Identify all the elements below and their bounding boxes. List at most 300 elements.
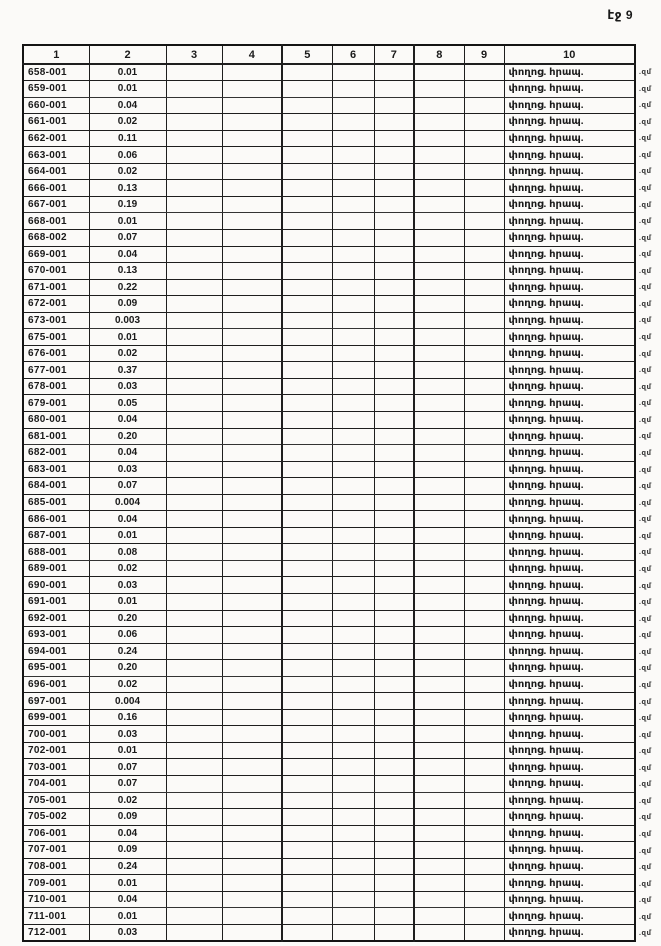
cell-empty: [332, 676, 374, 693]
cell-empty: [332, 627, 374, 644]
table-row: [23, 81, 635, 98]
cell-empty: [332, 842, 374, 859]
cell-area-value: 0.01: [89, 213, 166, 230]
cell-empty: [414, 726, 464, 743]
cell-empty: [282, 147, 332, 164]
cell-empty: [374, 809, 414, 826]
cell-empty: [282, 924, 332, 941]
cell-empty: [332, 263, 374, 280]
cell-empty: [332, 908, 374, 925]
margin-fragment: .զմ: [639, 781, 652, 789]
margin-fragment: .զմ: [639, 85, 652, 93]
cell-empty: [166, 809, 222, 826]
cell-street-label: փողոց. հրապ.: [504, 875, 635, 892]
table-row: [23, 428, 635, 445]
cell-empty: [414, 842, 464, 859]
cell-parcel-id: 703-001: [23, 759, 89, 776]
cell-street-label: փողոց. հրապ.: [504, 643, 635, 660]
cell-empty: [332, 544, 374, 561]
cell-empty: [222, 908, 282, 925]
cell-empty: [464, 527, 504, 544]
cell-empty: [464, 842, 504, 859]
cell-empty: [374, 792, 414, 809]
cell-empty: [374, 891, 414, 908]
cell-empty: [374, 610, 414, 627]
table-row: [23, 792, 635, 809]
cell-empty: [282, 445, 332, 462]
cell-parcel-id: 659-001: [23, 81, 89, 98]
cell-empty: [282, 742, 332, 759]
cell-empty: [414, 378, 464, 395]
cell-empty: [414, 924, 464, 941]
cell-empty: [166, 676, 222, 693]
cell-empty: [414, 908, 464, 925]
cell-area-value: 0.20: [89, 660, 166, 677]
cell-street-label: փողոց. հրապ.: [504, 97, 635, 114]
cell-empty: [414, 362, 464, 379]
cell-empty: [374, 924, 414, 941]
cell-empty: [374, 64, 414, 81]
margin-fragment: .զմ: [639, 102, 652, 110]
cell-street-label: փողոց. հրապ.: [504, 660, 635, 677]
cell-empty: [464, 594, 504, 611]
cell-parcel-id: 675-001: [23, 329, 89, 346]
cell-empty: [222, 809, 282, 826]
cell-empty: [282, 776, 332, 793]
cell-empty: [282, 196, 332, 213]
cell-parcel-id: 667-001: [23, 196, 89, 213]
cell-empty: [414, 693, 464, 710]
cell-empty: [282, 378, 332, 395]
cell-empty: [282, 64, 332, 81]
cell-empty: [464, 296, 504, 313]
cell-empty: [166, 792, 222, 809]
cell-empty: [282, 544, 332, 561]
cell-street-label: փողոց. հրապ.: [504, 445, 635, 462]
cell-empty: [222, 577, 282, 594]
cell-empty: [464, 312, 504, 329]
cell-empty: [464, 709, 504, 726]
cell-street-label: փողոց. հրապ.: [504, 114, 635, 131]
table-row: [23, 445, 635, 462]
cell-empty: [282, 114, 332, 131]
cell-empty: [374, 163, 414, 180]
cell-empty: [282, 180, 332, 197]
cell-area-value: 0.003: [89, 312, 166, 329]
cell-empty: [332, 610, 374, 627]
cell-empty: [374, 130, 414, 147]
margin-fragment: .զմ: [639, 648, 652, 656]
cell-parcel-id: 690-001: [23, 577, 89, 594]
cell-empty: [222, 395, 282, 412]
margin-fragment: .զմ: [639, 201, 652, 209]
margin-fragment: .զմ: [639, 880, 652, 888]
cell-empty: [374, 147, 414, 164]
cell-empty: [166, 213, 222, 230]
margin-fragment: .զմ: [639, 135, 652, 143]
cell-area-value: 0.04: [89, 246, 166, 263]
cell-empty: [332, 594, 374, 611]
cell-empty: [166, 627, 222, 644]
cell-empty: [414, 891, 464, 908]
cell-street-label: փողոց. հրապ.: [504, 428, 635, 445]
column-header-7: 7: [374, 45, 414, 64]
cell-empty: [332, 494, 374, 511]
margin-fragment: .զմ: [639, 350, 652, 358]
cell-empty: [374, 213, 414, 230]
cell-area-value: 0.09: [89, 809, 166, 826]
cell-empty: [222, 445, 282, 462]
cell-empty: [374, 527, 414, 544]
margin-fragment: .զմ: [639, 831, 652, 839]
cell-street-label: փողոց. հրապ.: [504, 726, 635, 743]
cell-empty: [282, 130, 332, 147]
table-row: [23, 478, 635, 495]
cell-empty: [332, 213, 374, 230]
cell-area-value: 0.13: [89, 263, 166, 280]
cell-empty: [166, 114, 222, 131]
table-row: [23, 594, 635, 611]
table-row: [23, 809, 635, 826]
cell-empty: [222, 726, 282, 743]
cell-empty: [282, 792, 332, 809]
cell-area-value: 0.02: [89, 114, 166, 131]
cell-empty: [166, 263, 222, 280]
cell-empty: [332, 809, 374, 826]
cell-street-label: փողոց. հրապ.: [504, 478, 635, 495]
cell-empty: [414, 610, 464, 627]
cell-empty: [332, 643, 374, 660]
cell-area-value: 0.22: [89, 279, 166, 296]
cell-parcel-id: 679-001: [23, 395, 89, 412]
cell-empty: [166, 180, 222, 197]
cell-empty: [282, 858, 332, 875]
cell-area-value: 0.03: [89, 378, 166, 395]
cell-empty: [222, 924, 282, 941]
cell-empty: [222, 64, 282, 81]
cell-parcel-id: 693-001: [23, 627, 89, 644]
cell-empty: [282, 594, 332, 611]
cell-empty: [464, 809, 504, 826]
cell-street-label: փողոց. հրապ.: [504, 858, 635, 875]
cell-empty: [332, 759, 374, 776]
table-row: [23, 296, 635, 313]
cell-empty: [464, 378, 504, 395]
cell-empty: [332, 130, 374, 147]
cell-empty: [464, 263, 504, 280]
table-row: [23, 312, 635, 329]
cell-parcel-id: 668-001: [23, 213, 89, 230]
cell-empty: [332, 97, 374, 114]
cell-empty: [374, 229, 414, 246]
cell-empty: [222, 229, 282, 246]
cell-empty: [166, 196, 222, 213]
cell-empty: [166, 726, 222, 743]
cell-street-label: փողոց. հրապ.: [504, 627, 635, 644]
cell-area-value: 0.01: [89, 875, 166, 892]
table-row: [23, 660, 635, 677]
cell-empty: [332, 395, 374, 412]
cell-empty: [282, 81, 332, 98]
cell-empty: [282, 411, 332, 428]
cell-empty: [464, 891, 504, 908]
cell-empty: [222, 544, 282, 561]
cell-area-value: 0.05: [89, 395, 166, 412]
cell-empty: [222, 891, 282, 908]
cell-empty: [464, 279, 504, 296]
margin-fragment: .զմ: [639, 69, 652, 76]
cell-empty: [332, 693, 374, 710]
cell-empty: [414, 411, 464, 428]
cell-street-label: փողոց. հրապ.: [504, 809, 635, 826]
cell-empty: [414, 643, 464, 660]
cell-empty: [222, 709, 282, 726]
cell-empty: [374, 395, 414, 412]
cell-empty: [374, 97, 414, 114]
cell-empty: [464, 660, 504, 677]
margin-fragment: .զմ: [639, 532, 652, 540]
cell-street-label: փողոց. հրապ.: [504, 759, 635, 776]
cell-street-label: փողոց. հրապ.: [504, 577, 635, 594]
cell-parcel-id: 672-001: [23, 296, 89, 313]
cell-empty: [464, 544, 504, 561]
cell-street-label: փողոց. հրապ.: [504, 263, 635, 280]
cell-empty: [332, 428, 374, 445]
cell-empty: [222, 81, 282, 98]
cell-empty: [166, 312, 222, 329]
cell-empty: [222, 875, 282, 892]
cell-parcel-id: 677-001: [23, 362, 89, 379]
cell-empty: [222, 627, 282, 644]
cell-empty: [282, 362, 332, 379]
cell-empty: [166, 610, 222, 627]
cell-parcel-id: 660-001: [23, 97, 89, 114]
table-row: [23, 494, 635, 511]
cell-street-label: փողոց. հրապ.: [504, 180, 635, 197]
cell-empty: [332, 527, 374, 544]
cell-empty: [282, 229, 332, 246]
cell-area-value: 0.24: [89, 643, 166, 660]
cell-empty: [464, 792, 504, 809]
column-header-6: 6: [332, 45, 374, 64]
cell-street-label: փողոց. հրապ.: [504, 494, 635, 511]
cell-area-value: 0.20: [89, 428, 166, 445]
cell-area-value: 0.02: [89, 345, 166, 362]
margin-fragment: .զմ: [639, 284, 652, 292]
cell-street-label: փողոց. հրապ.: [504, 594, 635, 611]
cell-area-value: 0.01: [89, 908, 166, 925]
cell-empty: [222, 842, 282, 859]
cell-empty: [414, 114, 464, 131]
cell-street-label: փողոց. հրապ.: [504, 908, 635, 925]
margin-fragment: .զմ: [639, 847, 652, 855]
cell-empty: [332, 329, 374, 346]
cell-empty: [374, 378, 414, 395]
cell-parcel-id: 670-001: [23, 263, 89, 280]
cell-empty: [332, 776, 374, 793]
cell-empty: [464, 643, 504, 660]
cell-empty: [166, 924, 222, 941]
cell-area-value: 0.07: [89, 229, 166, 246]
cell-empty: [414, 246, 464, 263]
cell-parcel-id: 697-001: [23, 693, 89, 710]
margin-fragment: .զմ: [639, 814, 652, 822]
cell-empty: [464, 776, 504, 793]
table-row: [23, 378, 635, 395]
cell-parcel-id: 663-001: [23, 147, 89, 164]
cell-empty: [374, 445, 414, 462]
table-row: [23, 610, 635, 627]
cell-empty: [282, 610, 332, 627]
table-row: [23, 411, 635, 428]
cell-empty: [166, 395, 222, 412]
cell-empty: [464, 147, 504, 164]
column-header-9: 9: [464, 45, 504, 64]
cell-empty: [222, 196, 282, 213]
cell-empty: [414, 279, 464, 296]
column-header-5: 5: [282, 45, 332, 64]
cell-empty: [464, 577, 504, 594]
cell-area-value: 0.09: [89, 296, 166, 313]
cell-empty: [414, 858, 464, 875]
cell-empty: [166, 891, 222, 908]
cell-area-value: 0.03: [89, 726, 166, 743]
cell-empty: [374, 660, 414, 677]
margin-fragment: .զմ: [639, 317, 652, 325]
cell-empty: [166, 660, 222, 677]
cell-empty: [222, 246, 282, 263]
cell-empty: [166, 81, 222, 98]
cell-parcel-id: 695-001: [23, 660, 89, 677]
cell-empty: [282, 676, 332, 693]
cell-empty: [166, 643, 222, 660]
cell-empty: [374, 560, 414, 577]
cell-street-label: փողոց. հրապ.: [504, 213, 635, 230]
margin-fragment: .զմ: [639, 184, 652, 192]
cell-area-value: 0.37: [89, 362, 166, 379]
cell-parcel-id: 710-001: [23, 891, 89, 908]
cell-empty: [166, 776, 222, 793]
cell-empty: [166, 428, 222, 445]
cell-empty: [464, 924, 504, 941]
cell-empty: [332, 577, 374, 594]
cell-parcel-id: 691-001: [23, 594, 89, 611]
cell-empty: [332, 147, 374, 164]
cell-street-label: փողոց. հրապ.: [504, 842, 635, 859]
cell-empty: [414, 445, 464, 462]
table-row: [23, 511, 635, 528]
cell-empty: [414, 428, 464, 445]
table-row: [23, 726, 635, 743]
cell-empty: [464, 163, 504, 180]
cell-street-label: փողոց. հրապ.: [504, 312, 635, 329]
cell-empty: [374, 643, 414, 660]
cell-area-value: 0.04: [89, 511, 166, 528]
cell-empty: [166, 693, 222, 710]
margin-fragment: .զմ: [639, 913, 652, 921]
cell-empty: [414, 527, 464, 544]
cell-street-label: փողոց. հրապ.: [504, 825, 635, 842]
cell-empty: [414, 660, 464, 677]
cell-empty: [414, 263, 464, 280]
margin-fragment: .զմ: [639, 466, 652, 474]
table-row: [23, 858, 635, 875]
cell-empty: [332, 891, 374, 908]
cell-empty: [374, 362, 414, 379]
cell-empty: [414, 196, 464, 213]
cell-empty: [222, 792, 282, 809]
cell-empty: [374, 759, 414, 776]
table-row: [23, 891, 635, 908]
cell-empty: [222, 660, 282, 677]
margin-fragment: .զմ: [639, 499, 652, 507]
cell-area-value: 0.06: [89, 147, 166, 164]
cell-street-label: փողոց. հրապ.: [504, 147, 635, 164]
margin-fragment: .զմ: [639, 764, 652, 772]
table-row: [23, 544, 635, 561]
cell-street-label: փողոց. հրապ.: [504, 610, 635, 627]
cell-empty: [282, 693, 332, 710]
margin-fragment: .զմ: [639, 665, 652, 673]
table-row: [23, 742, 635, 759]
cell-empty: [282, 577, 332, 594]
table-row: [23, 97, 635, 114]
cell-empty: [282, 263, 332, 280]
cell-empty: [332, 858, 374, 875]
cell-empty: [332, 660, 374, 677]
cell-empty: [332, 362, 374, 379]
cell-empty: [332, 196, 374, 213]
cell-empty: [414, 627, 464, 644]
cell-street-label: փողոց. հրապ.: [504, 64, 635, 81]
cell-empty: [414, 296, 464, 313]
cell-street-label: փողոց. հրապ.: [504, 378, 635, 395]
cell-empty: [222, 693, 282, 710]
cell-area-value: 0.02: [89, 560, 166, 577]
cell-empty: [374, 296, 414, 313]
cell-empty: [374, 478, 414, 495]
cell-empty: [414, 875, 464, 892]
cell-area-value: 0.02: [89, 676, 166, 693]
table-row: [23, 693, 635, 710]
cell-empty: [282, 213, 332, 230]
cell-empty: [332, 229, 374, 246]
cell-empty: [414, 147, 464, 164]
cell-empty: [282, 875, 332, 892]
cell-street-label: փողոց. հրապ.: [504, 461, 635, 478]
cell-area-value: 0.01: [89, 742, 166, 759]
cell-empty: [222, 428, 282, 445]
cell-empty: [374, 594, 414, 611]
table-row: [23, 180, 635, 197]
cell-empty: [414, 130, 464, 147]
cell-empty: [166, 544, 222, 561]
table-row: [23, 362, 635, 379]
cell-empty: [464, 64, 504, 81]
cell-empty: [222, 494, 282, 511]
cell-empty: [464, 742, 504, 759]
cell-empty: [222, 560, 282, 577]
table-row: [23, 147, 635, 164]
cell-empty: [414, 560, 464, 577]
cell-empty: [332, 924, 374, 941]
cell-empty: [222, 643, 282, 660]
cell-street-label: փողոց. հրապ.: [504, 329, 635, 346]
cell-empty: [222, 296, 282, 313]
cell-area-value: 0.07: [89, 776, 166, 793]
cell-empty: [166, 279, 222, 296]
cell-empty: [222, 147, 282, 164]
